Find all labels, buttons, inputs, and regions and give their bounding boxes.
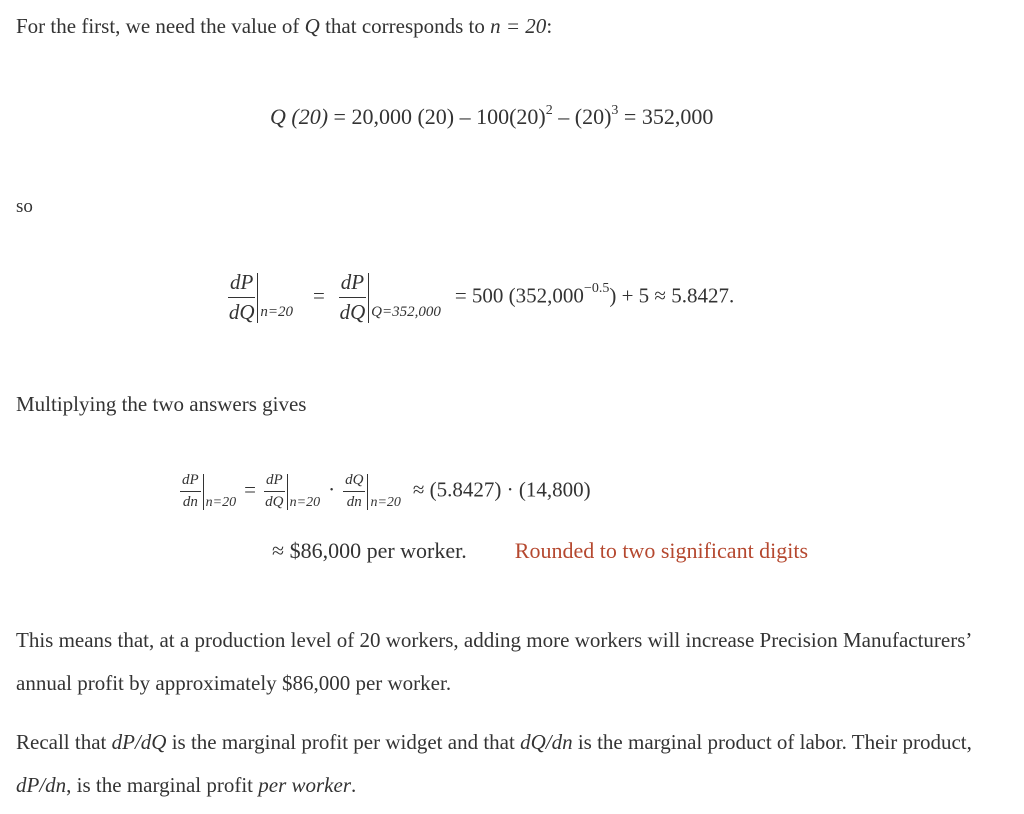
eq2-equals: = <box>312 283 325 308</box>
eq1-part3: = 352,000 <box>618 104 714 129</box>
equation-dpdn <box>180 472 591 511</box>
eq2-rhs-a: = 500 (352,000 <box>454 283 584 308</box>
eq2-rhs-b: ) + 5 ≈ 5.8427. <box>609 283 735 308</box>
frac-dq-dn: $\frac{dQ}{dn}$ <box>345 472 364 510</box>
equation-result <box>272 538 808 564</box>
frac-dp-dq-2: $\frac{dP}{dQ}$ <box>339 270 366 324</box>
intro-text2: that corresponds to <box>319 14 491 38</box>
num-workers: 20 <box>359 628 381 652</box>
eval-bar-3 <box>203 474 204 510</box>
frac-dp-dq-3: $\frac{dP}{dQ}$ <box>265 472 284 510</box>
eval-sub-2: Q=352,000 <box>371 304 441 321</box>
eq1-part2: – (20) <box>552 104 612 129</box>
eval-sub-4: n=20 <box>289 495 321 511</box>
math-dq-dn: dQ/dn <box>520 730 573 754</box>
result-text: ≈ $86,000 per worker. <box>272 538 467 563</box>
eval-sub-3: n=20 <box>205 495 237 511</box>
multiplying-text: Multiplying the two answers gives <box>16 392 307 416</box>
paragraph-interpretation: This means that, at a production level of 20 workers, adding more workers will increase Precision Manufacturers’ annual profit by approximately $86,000 per worker. <box>16 628 971 695</box>
eq3-dot: · <box>328 477 336 502</box>
intro-line <box>16 14 552 39</box>
math-dp-dq: dP/dQ <box>111 730 167 754</box>
equation-dpdq <box>228 270 734 325</box>
eq2-rhs-exp: −0.5 <box>583 281 610 297</box>
rounding-note: Rounded to two significant digits <box>514 538 809 563</box>
eval-bar-2 <box>368 273 369 323</box>
emphasis-per-worker: per worker <box>258 773 351 797</box>
eq1-exp1: 2 <box>545 103 553 118</box>
eval-sub-1: n=20 <box>260 304 293 321</box>
eq1-part1: = 20,000 (20) – 100(20) <box>328 104 546 129</box>
eq3-rhs: ≈ (5.8427) · (14,800) <box>412 477 591 502</box>
paragraph-recall: Recall that dP/dQ is the marginal profit per widget and that dQ/dn is the marginal product of labor. Their product, dP/dn, is the marginal profit per worker. <box>16 730 972 797</box>
frac-dp-dq-1: $\frac{dP}{dQ}$ <box>228 270 255 324</box>
eval-bar-4 <box>287 474 288 510</box>
intro-text: For the first, we need the value of <box>16 14 305 38</box>
equation-q20 <box>270 104 713 130</box>
intro-var: Q <box>304 14 320 38</box>
eval-bar-5 <box>367 474 368 510</box>
eq1-exp2: 3 <box>611 103 619 118</box>
profit-amount: $86,000 <box>281 671 351 695</box>
frac-dp-dn: $\frac{dP}{dn}$ <box>182 472 199 510</box>
eval-sub-5: n=20 <box>370 495 401 511</box>
eval-bar-1 <box>257 273 258 323</box>
intro-condition: n = 20 <box>490 14 547 38</box>
intro-colon: : <box>546 14 553 38</box>
so-text: so <box>16 196 33 217</box>
eq3-equals: = <box>244 477 256 502</box>
eq1-lhs: Q (20) <box>270 104 329 129</box>
math-dp-dn: dP/dn <box>16 773 67 797</box>
